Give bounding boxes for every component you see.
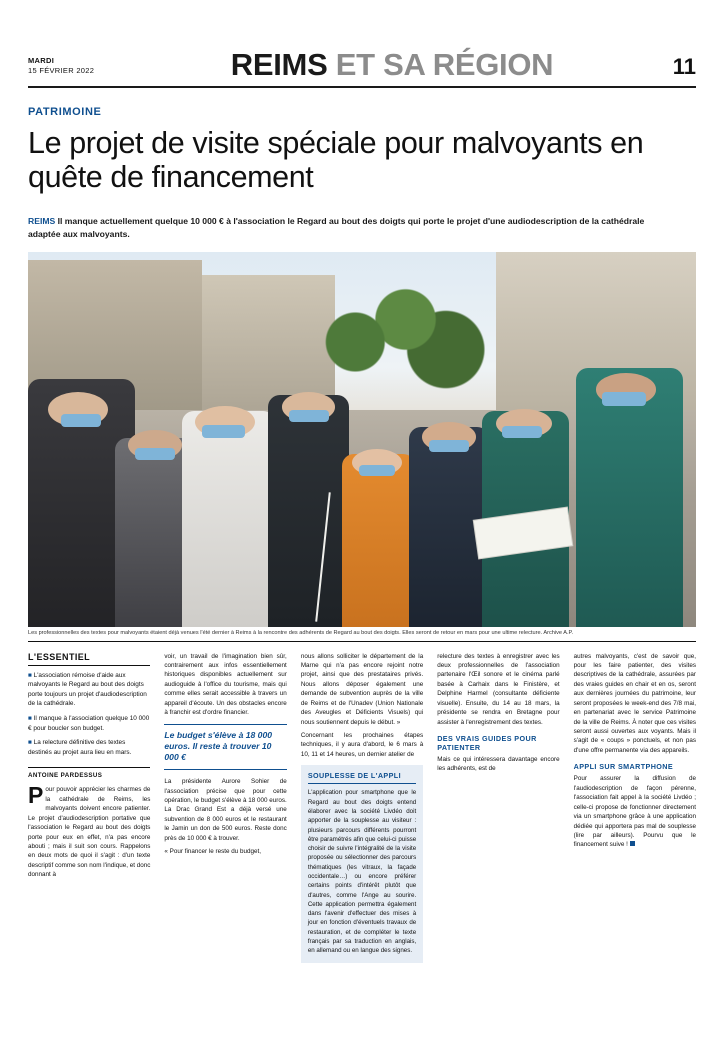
photo-person [576,368,683,627]
article-photo [28,252,696,627]
column-5-text-bottom [574,774,696,850]
column-5-text-top [574,652,696,756]
essentiel-list [28,671,150,758]
paragraph: La présidente Aurore Sohier de l'association précise que pour cette opération, le budget s'élève à 18 000 euros. La Drac Grand Est a déjà versé une subvention de 8 000 euros et le restaurant le Jamin un don de 500 euros. Reste donc près de 10 000 € à trouver. [164,778,287,842]
page-number: 11 [672,54,696,79]
photo-person [268,395,348,627]
photo-person [342,454,415,627]
sidebar-box-body: L'application pour smartphone que le Regard au bout des doigts entend élaborer avec la société Livdéo doit apporter de la souplesse au visiteur : plusieurs parcours différents pourront être paramétrés afin que celui-ci puisse choisir de suivre l'intégralité de la visite proposée ou sélectionner des parcours thématiques (les vitraux, la façade occidentale…) ou encore préférer certains points d'intérêt plutôt que d'autres, comme l'Ange au sourire. Cette application permettra également dans l'avenir d'effectuer des mises à jour en fonction d'éventuels travaux de restauration, et de compléter le texte français par sa traduction en anglais, en allemand ou en langue des signes. [307,789,417,955]
paragraph: relecture des textes à enregistrer avec les deux professionnelles de l'association partenaire l'Œil sonore et le cinéma parlé basée à Carhaix dans le Finistère, et Delphine Harmel (consultante déficiente visuelle). Ensuite, du 14 au 18 mars, la présidente se rendra en Bretagne pour assister à l'enregistrement des textes. [437,652,560,726]
article-standfirst [28,215,668,240]
photo-caption: Les professionnelles des textes pour malvoyants étaient déjà venues l'été dernier à Reims à la rencontre des adhérents de Regard au bout des doigts. Elles seront de retour en mars pour une ultime relecture. Archive A.P. [28,630,696,641]
paragraph: Pour pouvoir apprécier les charmes de la cathédrale de Reims, les malvoyants doivent encore patienter. Le projet d'audiodescription portative que l'association le Regard au bout des doigts porte pour eux en effet, n'a pas encore abouti ; mais il suit son cours. Rappelons en deux mots de quoi il s'agit : d'un texte descriptif comme son nom l'indique, et donc donnant à [28,782,151,879]
essentiel-item-3: La relecture définitive des textes destinés au projet aura lieu en mars. [28,739,132,756]
photo-face-mask [61,414,101,428]
issue-date-value: 15 FÉVRIER 2022 [28,65,95,75]
column-4 [437,652,559,963]
pull-quote: Le budget s'élève à 18 000 euros. Il reste à trouver 10 000 € [164,724,286,771]
column-4-text-bottom [437,755,559,774]
column-3 [301,652,423,963]
standfirst-location: REIMS [28,216,56,227]
page-title [148,49,636,80]
column-2-text-bottom [164,777,286,857]
paragraph: « Pour financer le reste du budget, [164,848,262,856]
photo-face-mask [135,448,175,460]
list-item: ■ L'association rémoise d'aide aux malvoyants le Regard au bout des doigts porte toujours un projet d'audiodescription de la cathédrale. [28,671,147,708]
column-1-text [28,782,151,879]
end-mark [630,841,635,846]
list-item: ■ Il manque à l'association quelque 10 000 € pour boucler son budget. [28,714,150,732]
masthead-title-main: REIMS [230,47,328,82]
paragraph-text: Pour assurer la diffusion de l'audiodescription de façon pérenne, l'association fait appel à la société Livdéo ; celle-ci propose de fonctionner directement via un smartphone grâce à une application dédiée qui apportera pas mal de souplesse (lire par ailleurs). Pourvu que le financement suive ! [573,775,697,849]
paragraph: Mais ce qui intéressera davantage encore les adhérents, est de [437,756,560,773]
sidebar-box-appli [301,765,423,962]
issue-day: MARDI [28,55,55,65]
masthead [28,40,696,88]
column-3-text [301,652,423,760]
column-5 [574,652,696,963]
sidebar-box-title: SOUPLESSE DE L'APPLI [308,771,416,784]
photo-person [182,411,276,627]
photo-face-mask [602,392,645,406]
essentiel-item-1: L'association rémoise d'aide aux malvoyants le Regard au bout des doigts porte toujours un projet d'audiodescription de la cathédrale. [28,671,147,708]
subheading-guides: DES VRAIS GUIDES POUR PATIENTER [437,734,537,752]
standfirst-text: Il manque actuellement quelque 10 000 € à l'association le Regard au bout des doigts qui porte le projet d'une audiodescription de la cathédrale adaptée aux malvoyants. [28,216,645,239]
column-1 [28,652,150,963]
column-2-text-top [164,652,286,718]
column-2 [164,652,286,963]
photo-face-mask [502,426,542,438]
column-4-text-top [437,652,559,728]
photo-face-mask [202,425,245,439]
paragraph: voir, un travail de l'imagination bien sûr, contrairement aux infos essentiellement historiques disponibles actuellement sur audioguide à l'office du tourisme, mais qui comme elles serait accessible à travers un appareil d'écoute. Un des obstacles encore à franchir est d'ordre financier. [164,652,287,717]
essentiel-item-2: Il manque à l'association quelque 10 000 € pour boucler son budget. [28,714,150,732]
photo-face-mask [429,440,469,452]
masthead-title-sub: ET SA RÉGION [335,47,554,82]
photo-face-mask [289,410,329,422]
article-byline: ANTOINE PARDESSUS [28,767,150,779]
essentiel-title: L'ESSENTIEL [28,652,150,666]
article-headline: Le projet de visite spéciale pour malvoyants en quête de financement [28,126,644,195]
newspaper-page [0,40,724,1063]
article-body [28,652,696,963]
photo-crowd [28,357,696,627]
paragraph: autres malvoyants, c'est de savoir que, pour les faire patienter, des visites descriptives de la cathédrale, assurées par des vraies guides en chair et en os, seront aux dernières journées du patrimoine, leur seront proposées le week-end des 7/8 mai, en partenariat avec le service Patrimoine de la ville de Reims. À noter que ces visites seront aussi ouvertes aux voyants. Mais il s'agit de « coups » ponctuels, et non pas d'une offre permanente via des appareils. [573,652,697,754]
paragraph: nous allons solliciter le département de la Marne qui n'a pas encore rejoint notre projet, ainsi que des prestataires privés. Nous allons déposer également une demande de subvention auprès de la ville de Reims et de l'Unadev (Union Nationale des Aveugles et Déficients Visuels) qui nous soutiennent depuis le début. » [300,652,424,726]
photo-face-mask [359,465,396,476]
paragraph: Concernant les prochaines étapes techniques, il y aura d'abord, le 6 mars à 10, 11 et 14 heures, un dernier atelier de [300,732,424,758]
paragraph [574,774,696,850]
section-label: PATRIMOINE [28,106,102,118]
article-photo-block [28,252,696,641]
list-item: ■ La relecture définitive des textes destinés au projet aura lieu en mars. [28,739,132,756]
issue-date [28,56,148,80]
subheading-appli: APPLI SUR SMARTPHONE [573,762,674,772]
